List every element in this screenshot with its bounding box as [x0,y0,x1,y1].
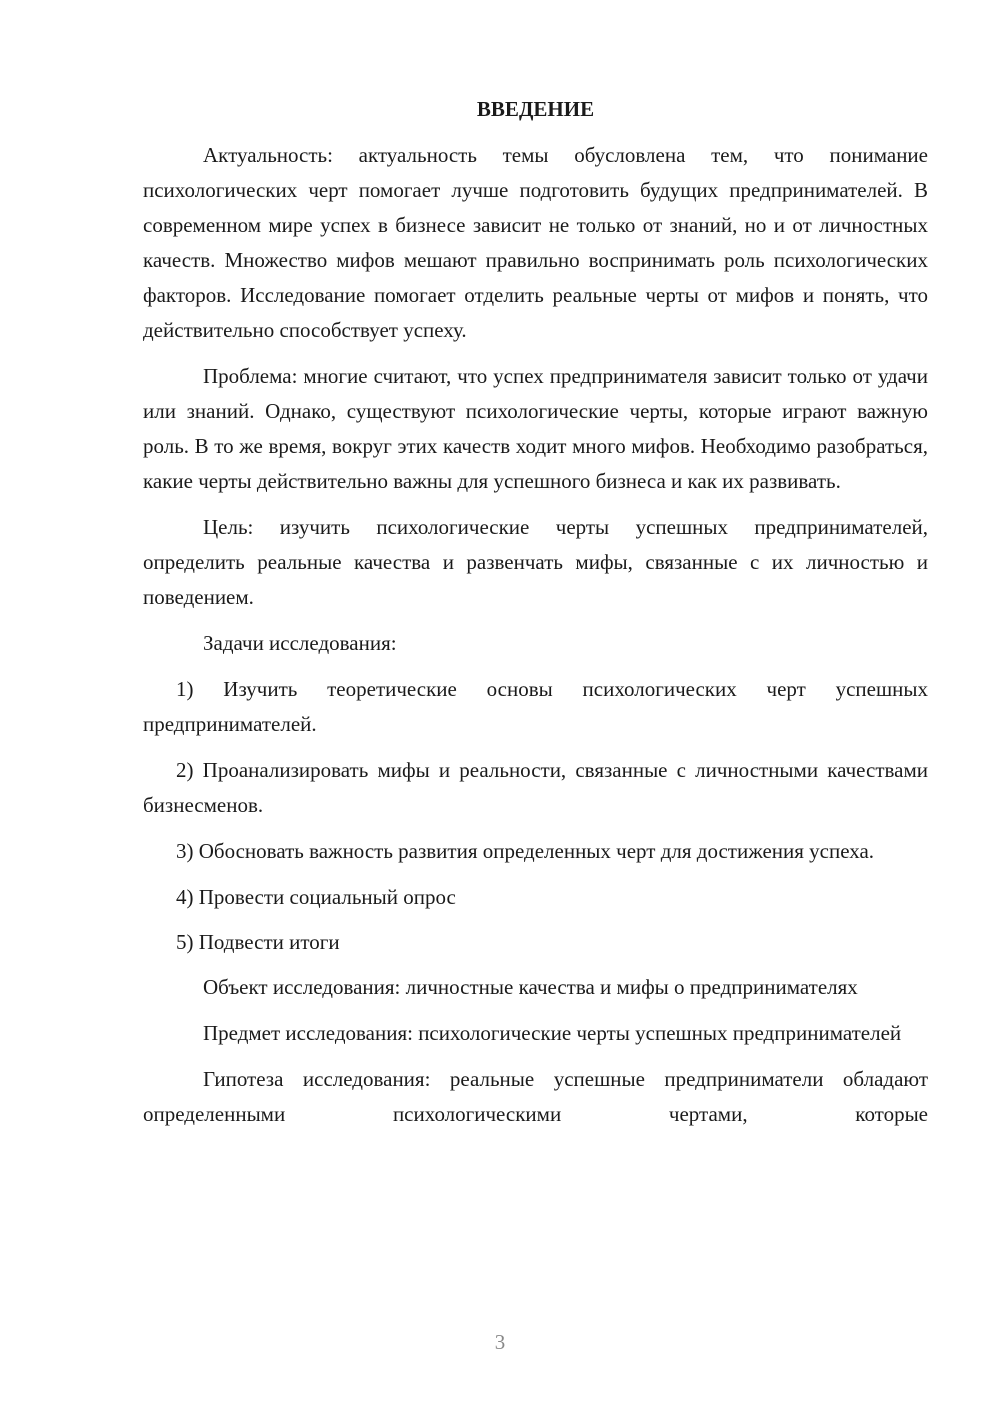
document-page [143,92,928,1143]
relevance-paragraph: Актуальность: актуальность темы обусловлена тем, что понимание психологических черт помогает лучше подготовить будущих предпринимателей. В современном мире успех в бизнесе зависит не только от знаний, но и от личностных качеств. Множество мифов мешают правильно воспринимать роль психологических факторов. Исследование помогает отделить реальные черты от мифов и понять, что действительно способствует успеху. [143,143,928,342]
task-item: 3) Обосновать важность развития определенных черт для достижения успеха. [176,839,875,863]
task-item: 5) Подвести итоги [176,930,340,954]
hypothesis-paragraph: Гипотеза исследования: реальные успешные предприниматели обладают определенными психологическими чертами, которые [143,1067,928,1126]
problem-paragraph: Проблема: многие считают, что успех предпринимателя зависит только от удачи или знаний. Однако, существуют психологические черты, которые играют важную роль. В то же время, вокруг этих качеств ходит много мифов. Необходимо разобраться, какие черты действительно важны для успешного бизнеса и как их развивать. [143,364,928,493]
section-title: ВВЕДЕНИЕ [476,97,595,121]
task-item: 2) Проанализировать мифы и реальности, связанные с личностными качествами бизнесменов. [143,758,928,817]
task-item: 1) Изучить теоретические основы психологических черт успешных предпринимателей. [143,677,928,736]
tasks-heading: Задачи исследования: [203,631,397,655]
goal-paragraph: Цель: изучить психологические черты успешных предпринимателей, определить реальные качества и развенчать мифы, связанные с их личностью и поведением. [143,515,928,609]
page-number: 3 [494,1330,506,1354]
object-paragraph: Объект исследования: личностные качества и мифы о предпринимателях [203,975,858,999]
task-item: 4) Провести социальный опрос [176,885,456,909]
subject-paragraph: Предмет исследования: психологические черты успешных предпринимателей [203,1021,902,1045]
